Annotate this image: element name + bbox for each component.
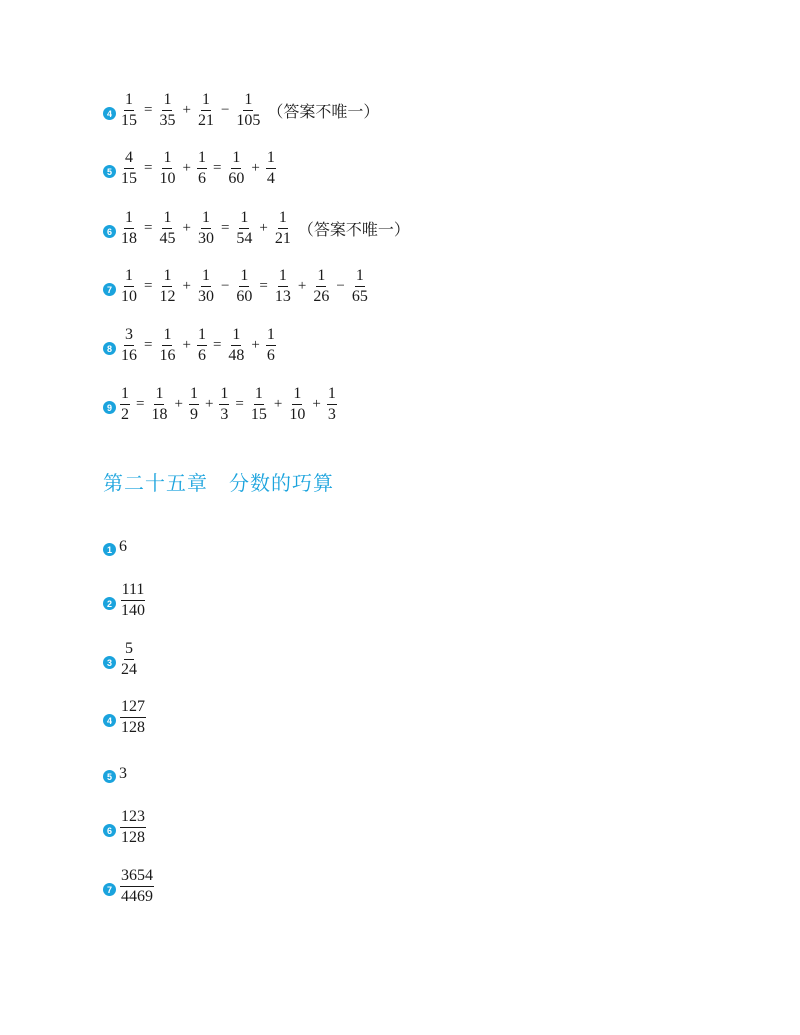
fraction <box>158 327 176 364</box>
operator: + <box>182 278 191 294</box>
fraction-denominator: 35 <box>159 112 176 129</box>
fraction-denominator: 128 <box>121 719 145 736</box>
fraction <box>235 268 253 305</box>
operator: + <box>251 160 260 176</box>
fraction <box>219 386 229 423</box>
fraction-numerator: 1 <box>197 327 207 346</box>
fraction-denominator: 10 <box>289 406 306 423</box>
number-badge-icon: 9 <box>103 401 116 414</box>
fraction-denominator: 128 <box>121 829 145 846</box>
equations-item <box>103 150 278 187</box>
fraction-denominator: 21 <box>274 230 291 247</box>
operator: = <box>144 102 153 118</box>
fraction <box>197 327 207 364</box>
fraction-numerator: 1 <box>124 92 134 111</box>
answers-item <box>103 537 127 556</box>
fraction <box>250 386 268 423</box>
equations-item <box>103 386 339 423</box>
fraction-denominator: 9 <box>189 406 198 423</box>
equations-item <box>103 210 410 247</box>
fraction <box>197 210 215 247</box>
fraction <box>158 210 176 247</box>
fraction-denominator: 105 <box>236 112 261 129</box>
fraction <box>120 699 146 736</box>
integer-answer: 6 <box>119 537 127 555</box>
fraction-numerator: 1 <box>355 268 365 287</box>
fraction <box>288 386 306 423</box>
fraction-numerator: 1 <box>201 210 211 229</box>
fraction-numerator: 1 <box>278 210 288 229</box>
fraction-denominator: 30 <box>197 288 214 305</box>
fraction-numerator: 1 <box>239 268 249 287</box>
fraction <box>120 327 138 364</box>
number-badge-icon: 6 <box>103 824 116 837</box>
fraction-numerator: 1 <box>327 386 337 405</box>
fraction-denominator: 12 <box>159 288 176 305</box>
fraction-numerator: 1 <box>231 150 241 169</box>
fraction <box>266 327 276 364</box>
fraction <box>120 92 138 129</box>
number-badge-icon: 7 <box>103 283 116 296</box>
fraction <box>189 386 199 423</box>
fraction-denominator: 45 <box>159 230 176 247</box>
fraction <box>120 268 138 305</box>
fraction-numerator: 1 <box>201 92 211 111</box>
fraction <box>274 268 292 305</box>
fraction <box>274 210 292 247</box>
number-badge-icon: 6 <box>103 225 116 238</box>
fraction-denominator: 60 <box>228 170 245 187</box>
fraction-denominator: 10 <box>121 288 137 305</box>
fraction-denominator: 15 <box>250 406 267 423</box>
fraction-numerator: 1 <box>162 268 172 287</box>
operator: + <box>174 396 183 412</box>
operator: + <box>312 396 321 412</box>
fraction <box>235 92 261 129</box>
fraction <box>120 641 138 678</box>
fraction-denominator: 18 <box>151 406 168 423</box>
fraction <box>312 268 330 305</box>
fraction-denominator: 15 <box>121 112 137 129</box>
operator: + <box>182 160 191 176</box>
equations-item <box>103 268 371 305</box>
fraction <box>158 150 176 187</box>
fraction-numerator: 1 <box>124 268 134 287</box>
operator: = <box>220 220 230 236</box>
fraction-numerator: 1 <box>154 386 164 405</box>
fraction-denominator: 30 <box>197 230 214 247</box>
operator: = <box>144 278 153 294</box>
answer-note: （答案不唯一） <box>297 220 410 239</box>
fraction-denominator: 54 <box>236 230 253 247</box>
fraction-numerator: 1 <box>239 210 249 229</box>
fraction <box>266 150 276 187</box>
operator: = <box>212 337 222 353</box>
answers-item <box>103 582 148 619</box>
fraction-numerator: 1 <box>266 150 276 169</box>
operator: + <box>251 337 260 353</box>
number-badge-icon: 4 <box>103 714 116 727</box>
fraction-numerator: 123 <box>120 809 146 828</box>
fraction <box>120 868 154 905</box>
fraction-numerator: 1 <box>162 92 172 111</box>
fraction <box>120 210 138 247</box>
fraction-numerator: 1 <box>162 150 172 169</box>
fraction-numerator: 1 <box>162 327 172 346</box>
operator: = <box>144 160 153 176</box>
fraction <box>327 386 337 423</box>
fraction-numerator: 1 <box>316 268 326 287</box>
number-badge-icon: 1 <box>103 543 116 556</box>
number-badge-icon: 3 <box>103 656 116 669</box>
integer-answer: 3 <box>119 764 127 782</box>
number-badge-icon: 5 <box>103 770 116 783</box>
fraction <box>120 809 146 846</box>
operator: + <box>259 220 268 236</box>
operator: − <box>336 278 345 294</box>
fraction-denominator: 18 <box>121 230 137 247</box>
operator: + <box>204 396 214 412</box>
operator: − <box>220 102 230 118</box>
answers-item <box>103 764 127 783</box>
answer-note: （答案不唯一） <box>267 102 380 121</box>
number-badge-icon: 2 <box>103 597 116 610</box>
fraction-numerator: 5 <box>124 641 134 660</box>
fraction <box>158 92 176 129</box>
operator: = <box>235 396 244 412</box>
fraction <box>158 268 176 305</box>
fraction-denominator: 24 <box>121 661 137 678</box>
operator: + <box>182 337 191 353</box>
fraction-denominator: 6 <box>266 347 275 364</box>
fraction-numerator: 4 <box>124 150 134 169</box>
answers-item <box>103 809 148 846</box>
fraction-numerator: 1 <box>201 268 211 287</box>
fraction-denominator: 65 <box>351 288 368 305</box>
operator: + <box>297 278 307 294</box>
fraction-numerator: 1 <box>162 210 172 229</box>
answers-item <box>103 699 148 736</box>
fraction-denominator: 2 <box>121 406 129 423</box>
fraction-numerator: 1 <box>120 386 130 405</box>
number-badge-icon: 8 <box>103 342 116 355</box>
fraction <box>351 268 369 305</box>
fraction-denominator: 3 <box>327 406 336 423</box>
fraction-denominator: 48 <box>228 347 245 364</box>
fraction-denominator: 4469 <box>121 888 153 905</box>
fraction-denominator: 16 <box>159 347 176 364</box>
operator: = <box>136 396 145 412</box>
operator: = <box>144 220 153 236</box>
equations-item <box>103 327 278 364</box>
fraction-numerator: 1 <box>197 150 207 169</box>
fraction-numerator: 1 <box>266 327 276 346</box>
fraction-numerator: 127 <box>120 699 146 718</box>
fraction-numerator: 1 <box>219 386 229 405</box>
operator: = <box>144 337 153 353</box>
number-badge-icon: 4 <box>103 107 116 120</box>
fraction-denominator: 21 <box>197 112 214 129</box>
fraction <box>227 150 245 187</box>
fraction-denominator: 13 <box>274 288 291 305</box>
fraction-numerator: 1 <box>243 92 253 111</box>
operator: = <box>212 160 222 176</box>
fraction-denominator: 4 <box>266 170 275 187</box>
fraction-numerator: 1 <box>124 210 134 229</box>
fraction-denominator: 15 <box>121 170 137 187</box>
fraction-numerator: 3654 <box>120 868 154 887</box>
fraction-numerator: 1 <box>278 268 288 287</box>
fraction <box>120 150 138 187</box>
fraction-numerator: 1 <box>189 386 199 405</box>
fraction <box>120 582 146 619</box>
operator: + <box>273 396 283 412</box>
fraction-numerator: 3 <box>124 327 134 346</box>
fraction-denominator: 60 <box>236 288 253 305</box>
equations-item <box>103 92 379 129</box>
fraction-numerator: 1 <box>254 386 264 405</box>
fraction <box>235 210 253 247</box>
fraction-numerator: 111 <box>121 582 146 601</box>
fraction-denominator: 6 <box>197 170 206 187</box>
operator: = <box>259 278 268 294</box>
fraction <box>227 327 245 364</box>
number-badge-icon: 5 <box>103 165 116 178</box>
answers-item <box>103 868 156 905</box>
fraction-denominator: 140 <box>121 602 145 619</box>
operator: + <box>182 220 191 236</box>
operator: + <box>182 102 191 118</box>
fraction <box>150 386 168 423</box>
fraction <box>197 268 215 305</box>
fraction-numerator: 1 <box>292 386 302 405</box>
fraction <box>197 92 215 129</box>
operator: − <box>220 278 230 294</box>
answers-item <box>103 641 140 678</box>
fraction-denominator: 3 <box>220 406 229 423</box>
fraction-denominator: 16 <box>121 347 137 364</box>
fraction-numerator: 1 <box>231 327 241 346</box>
fraction <box>197 150 207 187</box>
fraction <box>120 386 130 423</box>
fraction-denominator: 6 <box>197 347 206 364</box>
chapter-heading: 第二十五章 分数的巧算 <box>103 471 334 495</box>
number-badge-icon: 7 <box>103 883 116 896</box>
fraction-denominator: 10 <box>159 170 176 187</box>
fraction-denominator: 26 <box>313 288 330 305</box>
